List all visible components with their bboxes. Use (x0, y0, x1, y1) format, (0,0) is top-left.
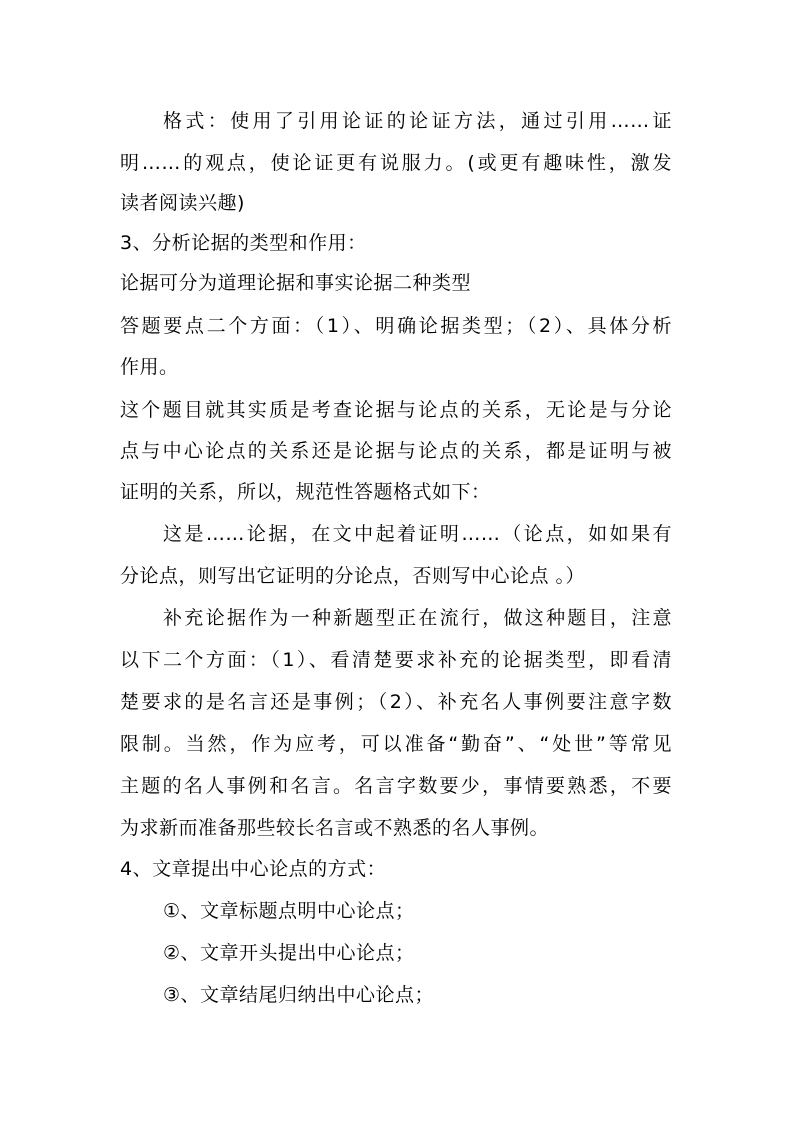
text-line-2: 明……的观点，使论证更有说服力。(或更有趣味性，激发 (120, 152, 672, 174)
text-line-7: 作用。 (120, 356, 179, 378)
text-line-10: 证明的关系，所以，规范性答题格式如下： (120, 481, 491, 503)
text-line-1: 格式：使用了引用论证的论证方法，通过引用……证 (163, 110, 672, 132)
text-line-17: 主题的名人事例和名言。名言字数要少，事情要熟悉，不要 (120, 775, 672, 797)
text-line-5: 论据可分为道理论据和事实论据二种类型 (120, 272, 472, 294)
text-line-15: 楚要求的是名言还是事例；（2）、补充名人事例要注意字数 (120, 691, 672, 713)
text-line-8: 这个题目就其实质是考查论据与论点的关系，无论是与分论 (120, 399, 672, 421)
text-line-9: 点与中心论点的关系还是论据与论点的关系，都是证明与被 (120, 440, 672, 462)
list-item-1: ①、文章标题点明中心论点； (163, 900, 415, 922)
section-heading-3: 3、分析论据的类型和作用： (120, 232, 367, 254)
text-line-12: 分论点，则写出它证明的分论点，否则写中心论点 。） (120, 565, 586, 587)
text-line-3: 读者阅读兴趣) (120, 192, 245, 214)
section-heading-4: 4、文章提出中心论点的方式： (120, 858, 387, 880)
text-line-11: 这是……论据，在文中起着证明……（论点，如如果有 (163, 523, 672, 545)
text-line-16: 限制。当然，作为应考，可以准备“勤奋”、“处世”等常见 (120, 733, 672, 755)
text-line-18: 为求新而准备那些较长名言或不熟悉的名人事例。 (120, 817, 550, 839)
text-line-14: 以下二个方面：（1）、看清楚要求补充的论据类型，即看清 (120, 649, 672, 671)
text-line-13: 补充论据作为一种新题型正在流行，做这种题目，注意 (163, 607, 672, 629)
list-item-3: ③、文章结尾归纳出中心论点； (163, 984, 435, 1006)
list-item-2: ②、文章开头提出中心论点； (163, 942, 415, 964)
text-line-6: 答题要点二个方面：（1）、明确论据类型；（2）、具体分析 (120, 315, 672, 337)
